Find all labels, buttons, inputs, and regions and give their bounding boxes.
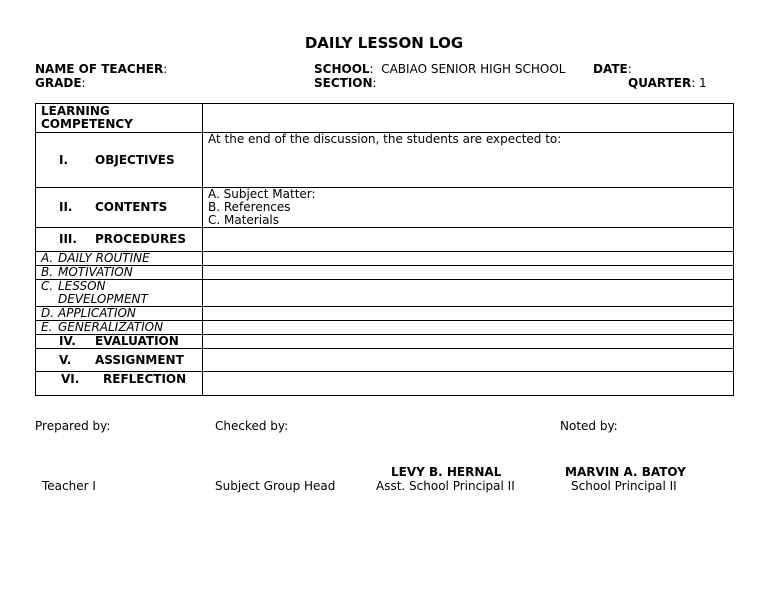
- procedures-label: [36, 228, 203, 252]
- application-label: [36, 307, 203, 321]
- principal-name: MARVIN A. BATOY: [565, 465, 686, 479]
- asst-principal-title: Asst. School Principal II: [376, 479, 515, 493]
- principal-title: School Principal II: [571, 479, 677, 493]
- section-field: SECTION:: [314, 76, 377, 90]
- sub-letter: C.: [41, 279, 54, 293]
- contents-line: B. References: [208, 200, 291, 214]
- quarter-value: 1: [699, 76, 707, 90]
- objectives-text: At the end of the discussion, the students are expected to:: [208, 132, 562, 146]
- lesson-development-cell: [203, 280, 734, 307]
- objectives-label: [36, 133, 203, 188]
- procedures-heading: PROCEDURES: [95, 232, 187, 246]
- table-row: [36, 321, 734, 335]
- lesson-log-table: [35, 103, 734, 396]
- daily-routine-cell: [203, 252, 734, 266]
- assignment-label: [36, 349, 203, 372]
- sub-heading: MOTIVATION: [58, 265, 133, 279]
- table-row: [36, 104, 734, 133]
- application-cell: [203, 307, 734, 321]
- quarter-label: QUARTER: [628, 76, 692, 90]
- evaluation-numeral: IV.: [59, 334, 76, 348]
- sub-heading: LESSON: [58, 279, 106, 293]
- table-row: [36, 266, 734, 280]
- generalization-label: [36, 321, 203, 335]
- evaluation-cell: [203, 335, 734, 349]
- table-row: [36, 349, 734, 372]
- teacher-title: Teacher I: [42, 479, 96, 493]
- table-row: [36, 252, 734, 266]
- objectives-numeral: I.: [59, 152, 69, 167]
- reflection-heading: REFLECTION: [103, 372, 187, 386]
- contents-numeral: II.: [59, 200, 73, 214]
- table-row: [36, 188, 734, 228]
- grade-label: GRADE: [35, 76, 82, 90]
- table-row: [36, 280, 734, 307]
- learning-competency-cell: [203, 104, 734, 133]
- sub-heading: DAILY ROUTINE: [58, 251, 150, 265]
- assignment-heading: ASSIGNMENT: [95, 352, 184, 367]
- evaluation-label: [36, 335, 203, 349]
- school-field: SCHOOL: CABIAO SENIOR HIGH SCHOOL: [314, 62, 566, 76]
- reflection-cell: [203, 372, 734, 396]
- quarter-field: QUARTER: 1: [628, 76, 707, 90]
- table-row: [36, 372, 734, 396]
- assignment-cell: [203, 349, 734, 372]
- grade-field: GRADE:: [35, 76, 86, 90]
- reflection-numeral: VI.: [61, 372, 80, 386]
- sub-letter: B.: [41, 265, 54, 279]
- objectives-cell: [203, 133, 734, 188]
- motivation-cell: [203, 266, 734, 280]
- daily-routine-label: [36, 252, 203, 266]
- section-label: SECTION: [314, 76, 373, 90]
- group-head-title: Subject Group Head: [215, 479, 336, 493]
- checked-by-label: Checked by:: [215, 419, 289, 433]
- table-row: [36, 228, 734, 252]
- table-row: [36, 307, 734, 321]
- contents-line: A. Subject Matter:: [208, 187, 316, 201]
- motivation-label: [36, 266, 203, 280]
- document-title: DAILY LESSON LOG: [304, 34, 464, 52]
- lesson-development-label: [36, 280, 203, 307]
- table-row: [36, 335, 734, 349]
- contents-cell: [203, 188, 734, 228]
- contents-heading: CONTENTS: [95, 200, 168, 214]
- school-value: CABIAO SENIOR HIGH SCHOOL: [381, 62, 566, 76]
- sub-heading: GENERALIZATION: [58, 320, 164, 334]
- evaluation-heading: EVALUATION: [95, 334, 179, 348]
- teacher-label: NAME OF TEACHER: [35, 62, 164, 76]
- reflection-label: [36, 372, 203, 396]
- date-field: DATE:: [593, 62, 632, 76]
- sub-letter: A.: [41, 251, 54, 265]
- noted-by-label: Noted by:: [560, 419, 618, 433]
- contents-line: C. Materials: [208, 213, 280, 227]
- objectives-heading: OBJECTIVES: [95, 152, 175, 167]
- school-label: SCHOOL: [314, 62, 370, 76]
- prepared-by-label: Prepared by:: [35, 419, 111, 433]
- table-row: [36, 133, 734, 188]
- procedures-numeral: III.: [59, 232, 77, 246]
- sub-heading: APPLICATION: [58, 306, 136, 320]
- contents-label: [36, 188, 203, 228]
- asst-principal-name: LEVY B. HERNAL: [391, 465, 502, 479]
- generalization-cell: [203, 321, 734, 335]
- sub-letter: D.: [41, 306, 55, 320]
- date-label: DATE: [593, 62, 628, 76]
- procedures-cell: [203, 228, 734, 252]
- sub-letter: E.: [41, 320, 53, 334]
- sub-heading-continued: DEVELOPMENT: [58, 292, 148, 306]
- teacher-field: NAME OF TEACHER:: [35, 62, 168, 76]
- assignment-numeral: V.: [59, 352, 72, 367]
- learning-competency-label: LEARNING COMPETENCY: [36, 104, 203, 133]
